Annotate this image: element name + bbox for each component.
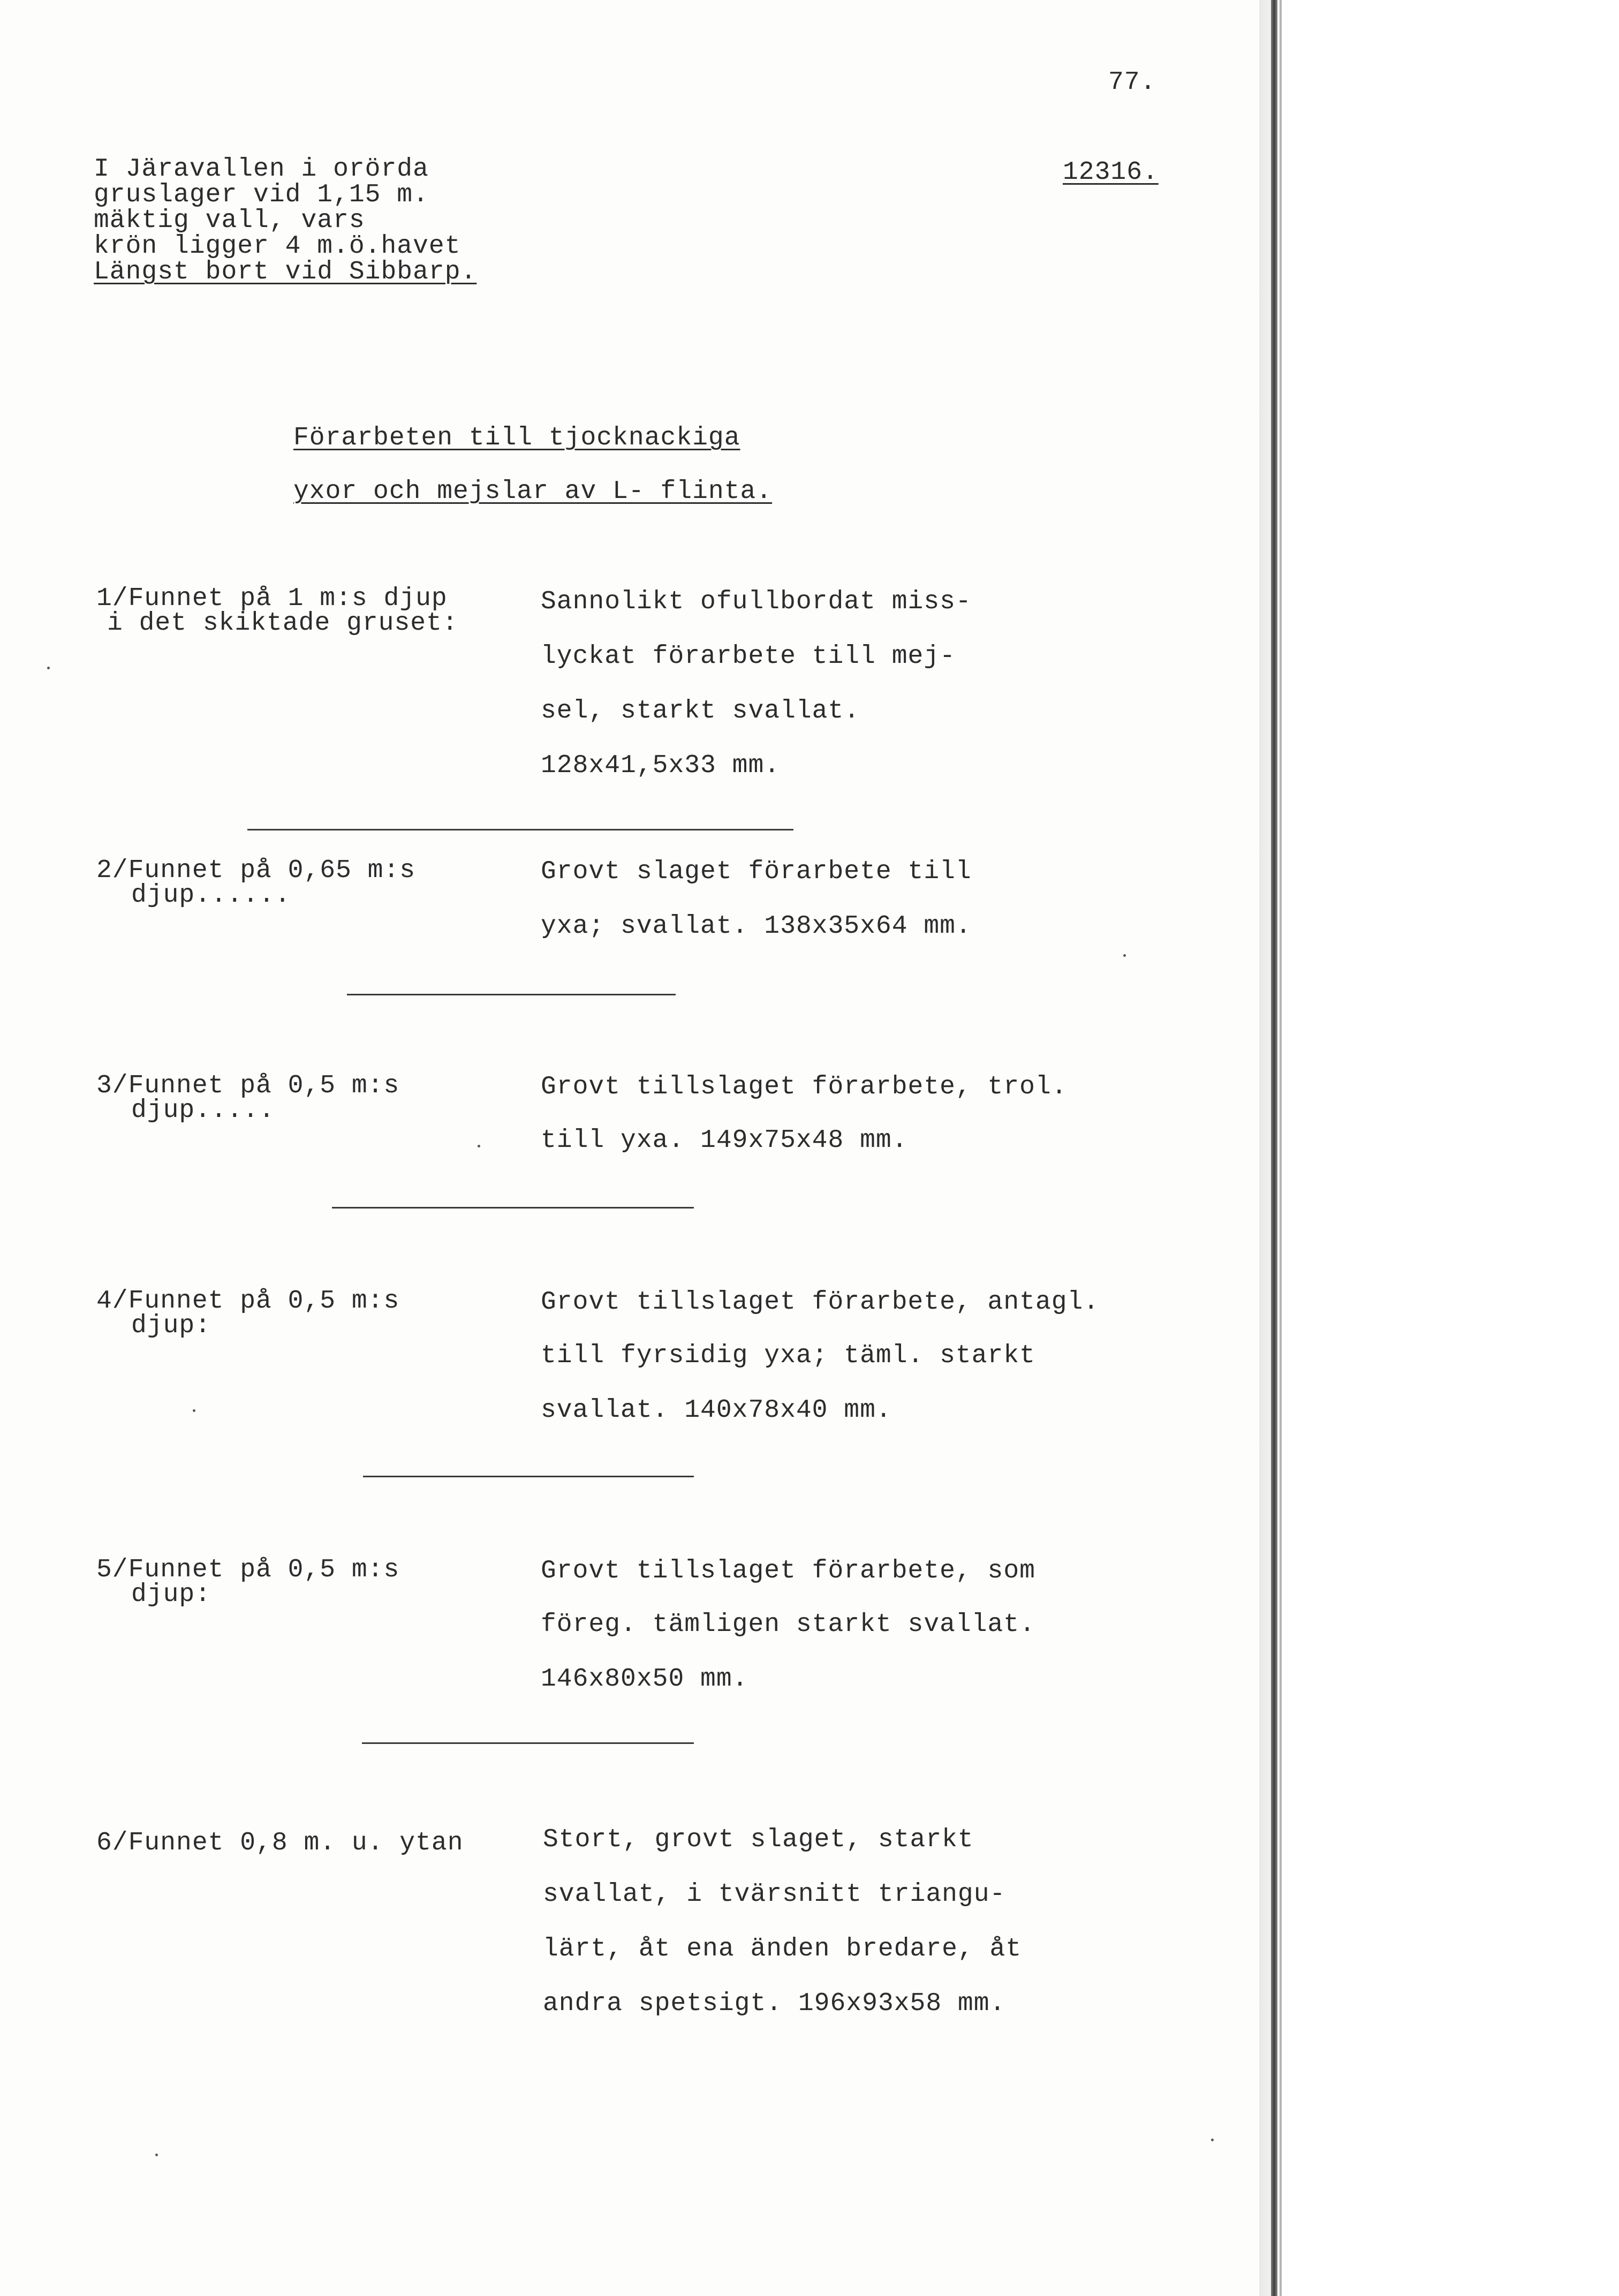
scan-margin <box>1282 0 1619 2296</box>
location-line: krön ligger 4 m.ö.havet <box>94 232 461 261</box>
find-description: andra spetsigt. 196x93x58 mm. <box>543 1989 1006 2018</box>
catalog-number: 12316. <box>1063 158 1159 187</box>
find-description: 146x80x50 mm. <box>541 1665 748 1694</box>
find-description: föreg. tämligen starkt svallat. <box>541 1610 1035 1639</box>
location-line: Längst bort vid Sibbarp. <box>94 258 477 286</box>
scan-speck <box>193 1409 195 1412</box>
find-location: 6/Funnet 0,8 m. u. ytan <box>96 1829 464 1857</box>
find-location: 4/Funnet på 0,5 m:s <box>96 1287 400 1316</box>
find-description: sel, starkt svallat. <box>541 697 860 726</box>
section-heading: Förarbeten till tjocknackiga <box>293 424 740 452</box>
find-location: 3/Funnet på 0,5 m:s <box>96 1071 400 1100</box>
find-description: Grovt tillslaget förarbete, trol. <box>541 1073 1068 1101</box>
find-description: till fyrsidig yxa; täml. starkt <box>541 1341 1035 1370</box>
scan-speck <box>1123 954 1126 957</box>
find-location: 5/Funnet på 0,5 m:s <box>96 1555 400 1584</box>
find-description: lyckat förarbete till mej- <box>541 642 956 671</box>
separator-line <box>332 1207 694 1209</box>
find-description: Stort, grovt slaget, starkt <box>543 1825 974 1854</box>
scan-speck <box>478 1145 480 1147</box>
find-location: djup..... <box>131 1096 275 1125</box>
scan-speck <box>1211 2139 1214 2141</box>
find-description: Sannolikt ofullbordat miss- <box>541 587 972 616</box>
find-location: 2/Funnet på 0,65 m:s <box>96 856 416 885</box>
find-description: till yxa. 149x75x48 mm. <box>541 1126 908 1155</box>
find-location: djup: <box>131 1311 211 1340</box>
find-description: svallat, i tvärsnitt triangu- <box>543 1880 1006 1909</box>
find-description: svallat. 140x78x40 mm. <box>541 1396 892 1425</box>
section-heading: yxor och mejslar av L- flinta. <box>293 477 773 506</box>
separator-line <box>363 1476 694 1477</box>
find-location: djup: <box>131 1580 211 1609</box>
find-description: Grovt tillslaget förarbete, antagl. <box>541 1288 1100 1317</box>
find-description: Grovt slaget förarbete till <box>541 857 972 886</box>
find-description: lärt, åt ena änden bredare, åt <box>543 1935 1022 1963</box>
find-description: 128x41,5x33 mm. <box>541 751 781 780</box>
separator-line <box>347 994 676 995</box>
page-binding-edge <box>1271 0 1277 2296</box>
find-location: djup...... <box>131 881 291 910</box>
scan-speck <box>47 667 50 669</box>
find-description: Grovt tillslaget förarbete, som <box>541 1557 1035 1585</box>
page-number: 77. <box>1108 68 1156 97</box>
separator-line <box>247 829 793 830</box>
find-description: yxa; svallat. 138x35x64 mm. <box>541 912 972 941</box>
location-line: gruslager vid 1,15 m. <box>94 180 429 209</box>
find-location: 1/Funnet på 1 m:s djup <box>96 584 448 613</box>
find-location: i det skiktade gruset: <box>107 609 458 638</box>
scan-speck <box>155 2154 158 2156</box>
separator-line <box>362 1742 694 1744</box>
location-line: I Järavallen i orörda <box>94 155 429 184</box>
location-line: mäktig vall, vars <box>94 206 365 235</box>
